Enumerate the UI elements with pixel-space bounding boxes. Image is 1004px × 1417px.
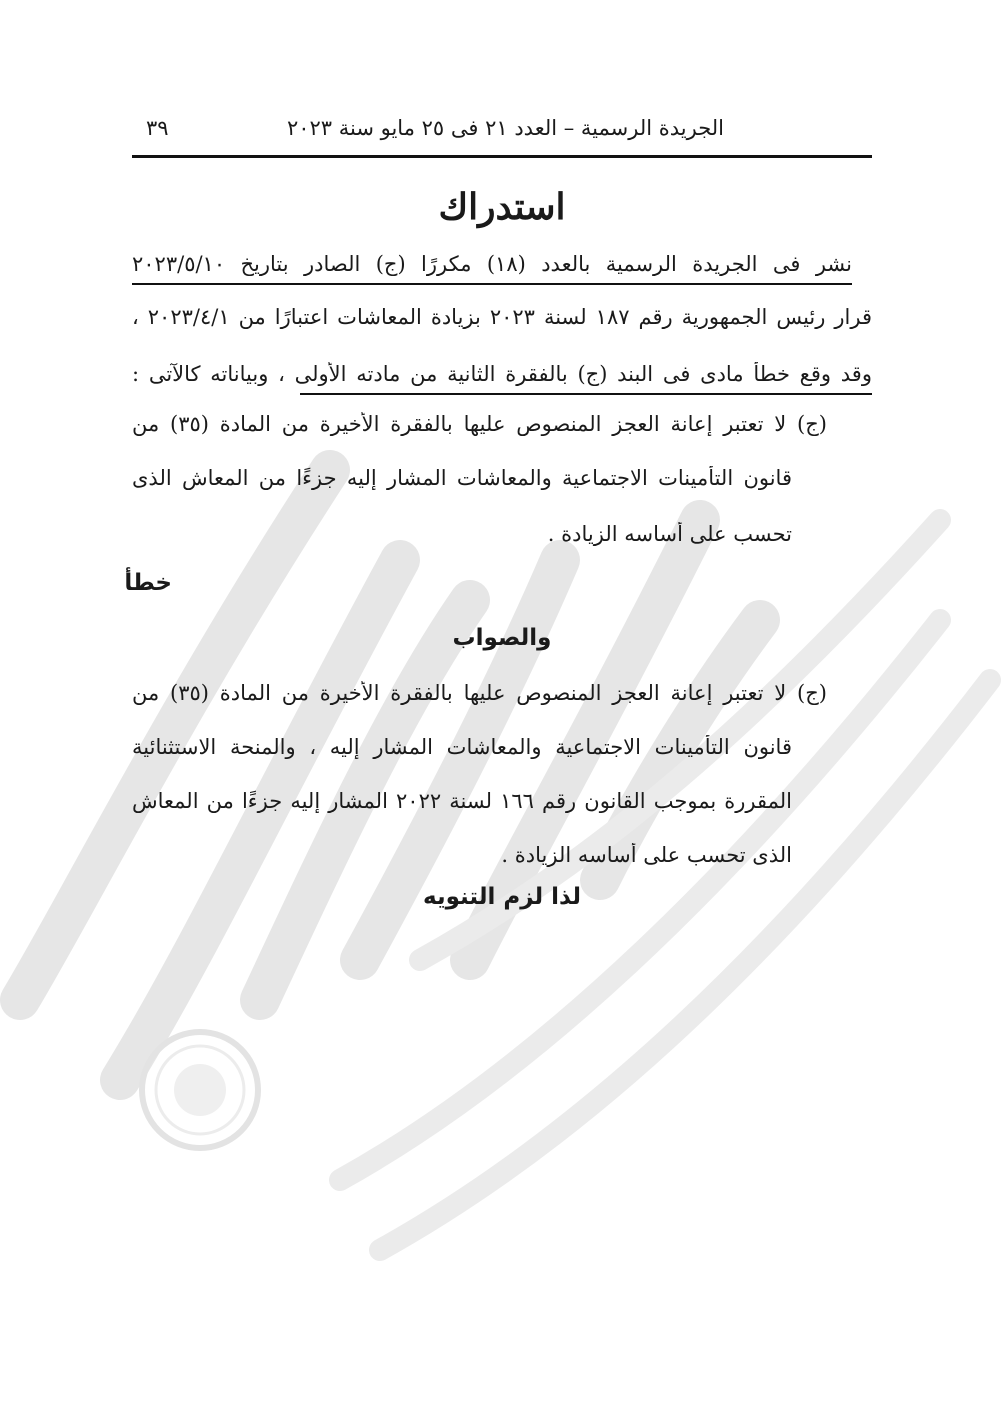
closing-note: لذا لزم التنويه [423, 884, 581, 910]
error-line-2: قانون التأمينات الاجتماعية والمعاشات المشار إليه جزءًا من المعاش الذى [132, 466, 792, 490]
correct-line-4: الذى تحسب على أساسه الزيادة . [501, 843, 792, 867]
error-line-1: (ج) لا تعتبر إعانة العجز المنصوص عليها بالفقرة الأخيرة من المادة (٣٥) من [132, 412, 827, 436]
page-title: استدراك [438, 186, 566, 228]
intro-line-1: نشر فى الجريدة الرسمية بالعدد (١٨) مكررًا (ج) الصادر بتاريخ ٢٠٢٣/٥/١٠ [132, 252, 852, 276]
correct-line-2: قانون التأمينات الاجتماعية والمعاشات المشار إليه ، والمنحة الاستثنائية [132, 735, 792, 759]
correct-line-1: (ج) لا تعتبر إعانة العجز المنصوص عليها بالفقرة الأخيرة من المادة (٣٥) من [132, 681, 827, 705]
page-header [132, 108, 872, 152]
page-number: ٣٩ [146, 116, 169, 140]
correct-line-3: المقررة بموجب القانون رقم ١٦٦ لسنة ٢٠٢٢ المشار إليه جزءًا من المعاش [132, 789, 792, 813]
correct-label: والصواب [452, 625, 552, 651]
intro-line-2: قرار رئيس الجمهورية رقم ١٨٧ لسنة ٢٠٢٣ بزيادة المعاشات اعتبارًا من ٢٠٢٣/٤/١ ، [132, 305, 872, 329]
publication-info: الجريدة الرسمية – العدد ٢١ فى ٢٥ مايو سنة ٢٠٢٣ [286, 116, 724, 140]
error-label: خطأ [124, 570, 172, 596]
error-line-3: تحسب على أساسه الزيادة . [547, 522, 792, 546]
underline [132, 283, 852, 285]
underline [300, 393, 872, 395]
intro-line-3: وقد وقع خطأ مادى فى البند (ج) بالفقرة الثانية من مادته الأولى ، وبياناته كالآتى : [132, 362, 872, 386]
header-divider [132, 155, 872, 158]
